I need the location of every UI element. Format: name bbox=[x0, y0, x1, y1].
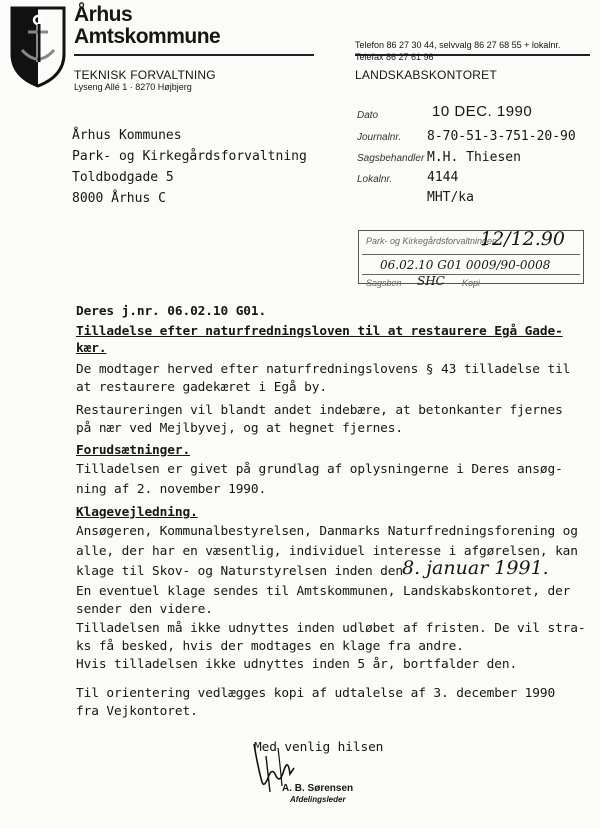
stamp-rule-2 bbox=[362, 274, 580, 275]
conditions-heading: Forudsætninger. bbox=[76, 443, 191, 458]
date-label: Dato bbox=[357, 110, 379, 121]
stamp-received-date: 12/12.90 bbox=[480, 228, 565, 250]
stamp-copy-label: Kopi bbox=[462, 278, 481, 288]
county-coat-of-arms-logo bbox=[8, 6, 68, 88]
department-name: TEKNISK FORVALTNING bbox=[74, 68, 216, 82]
org-name-line1: Århus bbox=[74, 3, 133, 26]
paragraph3-line2: ning af 2. november 1990. bbox=[76, 482, 267, 497]
local-number-label: Lokalnr. bbox=[357, 174, 393, 185]
paragraph3-line1: Tilladelsen er givet på grundlag af oplysningerne i Deres ansøg- bbox=[76, 462, 563, 477]
department-address: Lyseng Allé 1 · 8270 Højbjerg bbox=[74, 82, 192, 92]
recipient-line3: Toldbodgade 5 bbox=[72, 170, 174, 185]
telephone-line: Telefon 86 27 30 44, selvvalg 86 27 68 55 + lokalnr. bbox=[355, 40, 561, 50]
signatory-name: A. B. Sørensen bbox=[282, 783, 354, 794]
paragraph1-line2: at restaurere gadekæret i Egå by. bbox=[76, 380, 327, 395]
paragraph4-line3: klage til Skov- og Naturstyrelsen inden den bbox=[76, 564, 403, 579]
paragraph2-line1: Restaureringen vil blandt andet indebære, at betonkanter fjernes bbox=[76, 403, 563, 418]
handler-label: Sagsbehandler bbox=[357, 153, 425, 164]
org-name-line2: Amtskommune bbox=[74, 25, 221, 48]
paragraph4-line2: alle, der har en væsentlig, individuel interesse i afgørelsen, kan bbox=[76, 544, 578, 559]
subject-line1: Tilladelse efter naturfredningsloven til at restaurere Egå Gade- bbox=[76, 324, 563, 339]
reference-line: Deres j.nr. 06.02.10 G01. bbox=[76, 304, 267, 319]
paragraph1-line1: De modtager herved efter naturfredningslovens § 43 tilladelse til bbox=[76, 362, 571, 377]
date-stamp-value: 10 DEC. 1990 bbox=[432, 103, 533, 120]
stamp-handler-label: Sagsben bbox=[366, 278, 402, 288]
paragraph2-line2: på nær ved Mejlbyvej, og at hegnet fjernes. bbox=[76, 421, 403, 436]
stamp-line1-label: Park- og Kirkegårdsforvaltningen bbox=[366, 236, 498, 246]
recipient-line1: Århus Kommunes bbox=[72, 128, 182, 143]
local-number-value: 4144 bbox=[427, 170, 459, 185]
signatory-title: Afdelingsleder bbox=[290, 795, 346, 804]
office-name: LANDSKABSKONTORET bbox=[355, 68, 497, 82]
subject-line2: kær. bbox=[76, 341, 107, 356]
paragraph4-line4: En eventuel klage sendes til Amtskommunen, Landskabskontoret, der bbox=[76, 584, 571, 599]
journal-label: Journalnr. bbox=[357, 132, 402, 143]
paragraph5-line3: Hvis tilladelsen ikke udnyttes inden 5 år, bortfalder den. bbox=[76, 657, 518, 672]
letterhead-rule-left bbox=[74, 54, 314, 56]
paragraph4-line1: Ansøgeren, Kommunalbestyrelsen, Danmarks Naturfredningsforening og bbox=[76, 524, 578, 539]
handler-value: M.H. Thiesen bbox=[427, 150, 521, 165]
appeal-heading: Klagevejledning. bbox=[76, 505, 198, 520]
paragraph6-line2: fra Vejkontoret. bbox=[76, 704, 198, 719]
paragraph5-line1: Tilladelsen må ikke udnyttes inden udløbet af fristen. De vil stra- bbox=[76, 621, 586, 636]
telefax-line: Telefax 86 27 61 96 bbox=[355, 52, 434, 62]
paragraph4-line5: sender den videre. bbox=[76, 602, 213, 617]
stamp-file-number: 06.02.10 G01 0009/90-0008 bbox=[380, 258, 551, 272]
recipient-line4: 8000 Århus C bbox=[72, 191, 166, 206]
journal-value: 8-70-51-3-751-20-90 bbox=[427, 129, 576, 144]
stamp-rule-1 bbox=[362, 254, 580, 255]
handwritten-deadline-date: 8. januar 1991. bbox=[402, 557, 549, 579]
closing-greeting: Med venlig hilsen bbox=[254, 740, 384, 755]
initials: MHT/ka bbox=[427, 190, 474, 205]
paragraph5-line2: ks få besked, hvis der modtages en klage fra andre. bbox=[76, 639, 464, 654]
paragraph6-line1: Til orientering vedlægges kopi af udtalelse af 3. december 1990 bbox=[76, 686, 556, 701]
stamp-handler-value: SHC bbox=[417, 274, 445, 288]
recipient-line2: Park- og Kirkegårdsforvaltning bbox=[72, 149, 307, 164]
